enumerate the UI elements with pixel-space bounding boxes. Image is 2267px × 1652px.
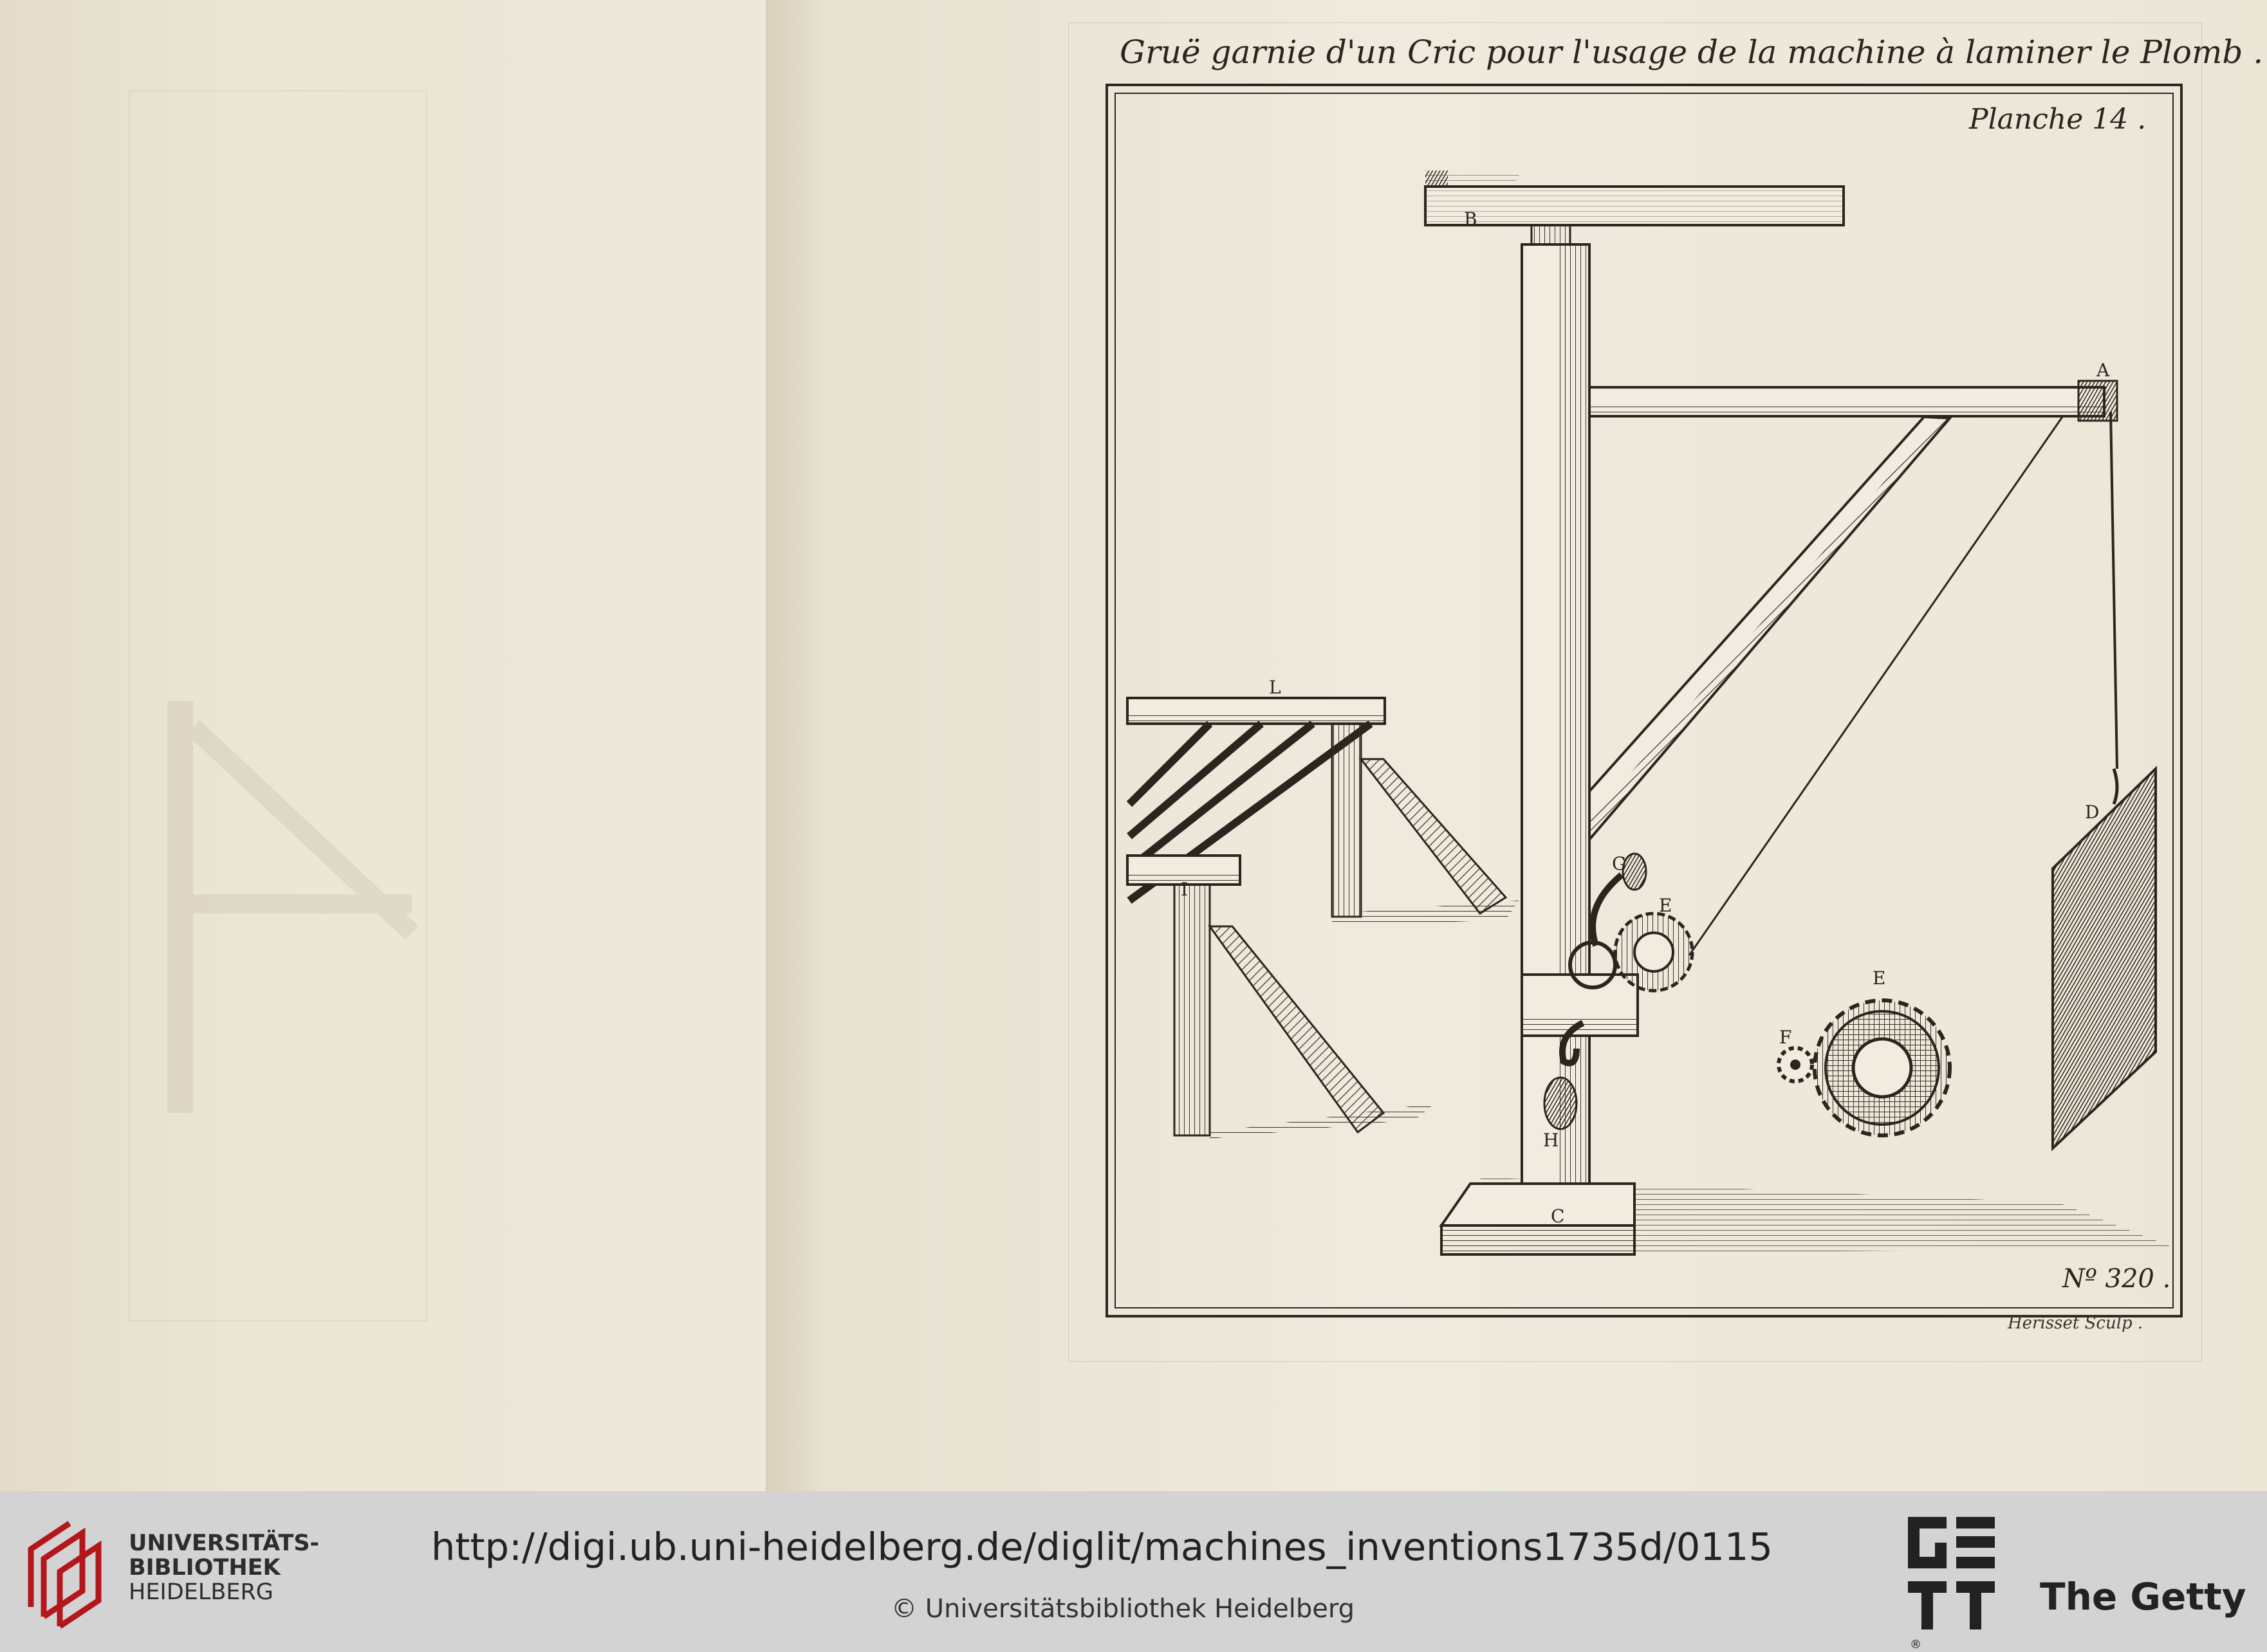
engraver-signature: Herisset Sculp . <box>2008 1314 2143 1333</box>
digitization-footer <box>0 1491 2267 1652</box>
label-d: D <box>2085 802 2100 823</box>
getty-name: The Getty <box>2040 1575 2246 1619</box>
copyright-notice: © Universitätsbibliothek Heidelberg <box>891 1594 1355 1624</box>
label-a: A <box>2096 360 2110 381</box>
permalink-url[interactable]: http://digi.ub.uni-heidelberg.de/diglit/machines_inventions1735d/0115 <box>431 1525 1773 1569</box>
label-c: C <box>1551 1206 1565 1227</box>
label-b: B <box>1464 208 1477 230</box>
plate-number-planche: Planche 14 . <box>1969 103 2147 136</box>
label-l: L <box>1269 677 1281 698</box>
spare-gear <box>1815 1000 1950 1135</box>
university-library-logo-icon <box>24 1510 115 1633</box>
registered-mark: ® <box>1910 1638 1921 1651</box>
lead-plate <box>2053 769 2156 1148</box>
jib-arm <box>1589 381 2117 421</box>
label-i: I <box>1181 879 1189 900</box>
label-e1: E <box>1659 895 1672 916</box>
roller-table-i <box>1127 856 1435 1139</box>
library-name-line3: HEIDELBERG <box>129 1579 273 1605</box>
pinion <box>1779 1048 1812 1081</box>
hoist-rope <box>2111 412 2117 769</box>
plate-title: Gruë garnie d'un Cric pour l'usage de la machine à laminer le Plomb . <box>1120 33 2264 71</box>
label-h: H <box>1543 1130 1559 1151</box>
library-name-line1: UNIVERSITÄTS- <box>129 1530 320 1556</box>
plate-catalogue-number: Nº 320 . <box>2062 1264 2171 1294</box>
label-e2: E <box>1873 968 1886 989</box>
getty-logo-icon <box>1908 1517 2004 1633</box>
library-name <box>129 1531 319 1604</box>
diagonal-strut <box>1589 417 1950 840</box>
vertical-post <box>1522 225 1589 1184</box>
top-beam <box>1425 170 1844 225</box>
library-name-line2: BIBLIOTHEK <box>129 1555 281 1581</box>
post-base <box>1441 1184 1634 1254</box>
label-g: G <box>1612 853 1627 874</box>
label-f: F <box>1779 1027 1792 1048</box>
